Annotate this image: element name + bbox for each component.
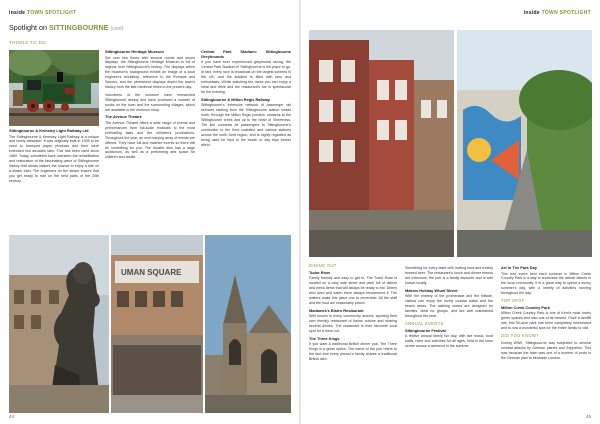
heading-festival: Sittingbourne Festival [405,327,446,333]
section-top-spot: TOP SPOT [501,298,525,304]
heading-makins: Makins Holiday Wharf Street [405,287,458,293]
text-continued: Something for every taste with inviting food and freshly brewed beer. The restaurant's lunch and dinner menus are extensive; the pub is a family favourite and is well known locally. [405,266,493,285]
street-mural-image [457,30,592,257]
heading-milton-creek: Milton Creek Country Park [501,304,550,310]
street-mural-photo [457,30,592,257]
right-column-2 [405,266,493,352]
right-page [301,0,600,424]
brick-buildings-image [309,30,454,257]
left-page [0,0,299,424]
text-heritage-museum: Set over two floors with several rooms and seven displays, the Sittingbourne Heritage Museum is full of objects from Sittingbourne's history. The displays within the museum's background exhibit an image of a local engineer's workshop, reference to the Romans and Saxons, and the permanent displays depict the town's history from the late medieval times to the present day. [105,55,195,89]
heading-three-kings: The Three Kings [309,335,340,341]
article-column-1 [9,129,99,187]
text-festival: A festive annual family fun day, with live music, food stalls, rides and activities for all ages, held in the town centre across a weekend in the summer. [405,334,493,348]
section-annual-events: ANNUAL EVENTS [405,320,444,326]
page-number-left: 44 [9,414,15,419]
text-tudor-rose: Family friendly and easy to get to, The Tudor Rose is located on a cosy side street and pitch full of dishes and menu items that will always be ready to eat. Diners who lived and eaten there always recommend it. The waiters make this place one to remember. All the staff and the food are reasonably priced. [309,276,397,305]
text-three-kings: If you want a traditional British dinner pub, The Three Kings is a great option. The name of the pub refers to the fact that every person's family shares a traditional British dish. [309,342,397,362]
text-light-railway: The Sittingbourne & Kemsley Light Railway is a unique and lovely attraction. It was originally built in 1905 to be used to transport paper products and then were extended two decades later. This has been used since 1969. Today, volunteers have overseen the rehabilitation and restoration of the fascinating piece of Sittingbourne history that allows visitors the chance to enjoy a ride on a steam train. The engineers on the steam ensure that you get ready to ride on the best parts of the 20th century. [9,134,99,183]
text-art-in-park: This free event held each summer in Milton Creek Country Park is a way to showcase the artistic talents in the local community. It is a great way to spend a sunny summer's day, with a variety of activities running throughout the day. [501,271,591,296]
forum-square-photo [111,235,203,413]
heading-light-railway: Sittingbourne & Kemsley Light Railway Ltd [9,128,89,133]
heading-heritage-museum: Sittingbourne Heritage Museum [105,49,164,54]
text-milton-regis-railway: Sittingbourne's extensive network of passenger rail services starting from the Sittingbourne station heads north, through the Milton Regis junction, onwards to the Sittingbourne creek and up to the heart of Sheerness. The line connects its passengers to Sittingbourne's connection to the Kent coastline and various stations across the north Kent region, and is highly regarded as being used for trips to the beach or day trips further afield. [201,103,291,147]
brick-buildings-photo [309,30,454,257]
heading-tudor-rose: Tudor Rose [309,269,331,275]
text-milton-creek: Milton Creek Country Park is one of Kent's most lovely green spaces and also one of its newest. Once a landfill site, this 50-acre park has been completely refurbished and is now a wonderful spot for the entire family to visit. [501,311,591,331]
article-column-2 [105,50,195,163]
statue-image [9,235,109,413]
section-did-you-know: DID YOU KNOW? [501,333,539,339]
text-avenue-theatre: The Avenue Theatre offers a wide range of events and performances from full-scale musicals to the most enthralling tales and the children's productions. Throughout the year, an ever-varying array of events are offered. They have full and matinee events so there will be something for you. The theatre also has a large auditorium, as well as a performing arts space for children and adults. [105,120,195,160]
text-madameks: Well known in every community around, sporting their own friendly restaurant of Italian cuisine and sharing several dishes. The restaurant is their favourite local spot for a meal out. [309,314,397,334]
page-number-right: 45 [585,414,591,419]
right-column-1 [309,262,397,365]
heading-milton-regis-railway: Sittingbourne & Milton Regis Railway [201,96,270,102]
church-photo [205,235,291,413]
heading-avenue-theatre: The Avenue Theatre [105,114,142,120]
text-makins: With the entirety of the promenade and the hillside, visitors can enjoy the lovely coastal walks and the beach areas. The walking routes are designed for families, ideal for groups, and are well maintained throughout the year. [405,294,493,318]
section-dining-out: DINING OUT [309,263,337,268]
running-header: inside TOWN SPOTLIGHT [9,10,77,16]
steam-train-photo [9,50,99,126]
heading-madameks: Madamek's Bistro Restaurant [309,307,364,313]
running-header-right: inside TOWN SPOTLIGHT [523,10,591,16]
page-title: Spotlight on SITTINGBOURNE (cont) [9,23,124,32]
section-things-to-do: THINGS TO DO [9,40,47,45]
right-column-3 [501,266,591,364]
article-column-3 [201,50,291,150]
steam-train-image [9,50,99,126]
forum-square-image [111,235,203,413]
text-heritage-museum-2: Volunteers of the museum have researched Sittingbourne deeply and have produced a number of books on the town and the surrounding villages, which are available in the museum shop. [105,92,195,112]
text-did-you-know: During WWII, Sittingbourne was subjected to several combat attacks by German planes and Zeppelins. This was because the town was one of a number of ports in the German plan to blockade London. [501,340,591,360]
text-greyhounds: If you have ever experienced greyhound racing, the Central Park Stadium in Sittingbourne is the place to go. In fact, every race is broadcast on the largest screens in the UK, and the stadium is filled with fans and enthusiasts. Whilst watching the races you can enjoy a meal and drink and the restaurant's bar is spectacular for the evening. [201,60,291,94]
church-image [205,235,291,413]
heading-greyhounds: Central Park Stadium: Sittingbourne Greyhounds [201,49,291,59]
statue-photo [9,235,109,413]
svg-text:UMAN SQUARE: UMAN SQUARE [121,268,182,277]
heading-art-in-park: Art In The Park Day [501,265,537,270]
